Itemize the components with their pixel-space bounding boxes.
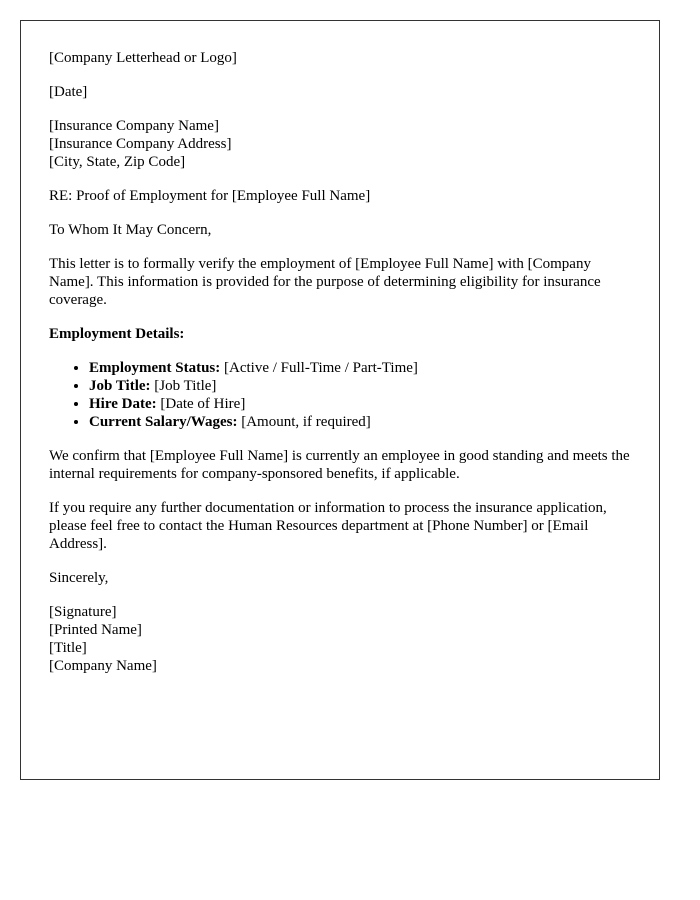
detail-label: Current Salary/Wages: — [89, 414, 238, 430]
detail-value: [Active / Full-Time / Part-Time] — [220, 360, 418, 376]
signature-block — [49, 603, 631, 675]
signature-line: [Signature] — [49, 604, 117, 620]
detail-value: [Job Title] — [150, 378, 217, 394]
salutation: To Whom It May Concern, — [49, 222, 212, 238]
detail-hire-date — [89, 395, 631, 413]
intro-paragraph: This letter is to formally verify the employment of [Employee Full Name] with [Company Name]. This information is provided for the purpose of determining eligibility for insurance coverage. — [49, 256, 601, 308]
detail-current-salary — [89, 413, 631, 431]
contact-paragraph: If you require any further documentation or information to process the insurance application, please feel free to contact the Human Resources department at [Phone Number] or [Email Address]. — [49, 500, 607, 552]
details-heading: Employment Details: — [49, 326, 185, 342]
detail-label: Employment Status: — [89, 360, 221, 376]
detail-job-title — [89, 377, 631, 395]
recipient-address-line: [Insurance Company Address] — [49, 136, 232, 152]
detail-value: [Date of Hire] — [156, 396, 246, 412]
recipient-address — [49, 117, 631, 171]
detail-label: Hire Date: — [89, 396, 157, 412]
signer-title: [Title] — [49, 640, 87, 656]
details-list — [49, 359, 631, 431]
recipient-name: [Insurance Company Name] — [49, 118, 219, 134]
detail-employment-status — [89, 359, 631, 377]
closing: Sincerely, — [49, 570, 109, 586]
letter-date: [Date] — [49, 84, 88, 100]
printed-name: [Printed Name] — [49, 622, 142, 638]
detail-label: Job Title: — [89, 378, 151, 394]
signer-company: [Company Name] — [49, 658, 157, 674]
confirm-paragraph: We confirm that [Employee Full Name] is currently an employee in good standing and meets the internal requirements for company-sponsored benefits, if applicable. — [49, 448, 630, 482]
subject-line: RE: Proof of Employment for [Employee Full Name] — [49, 188, 371, 204]
recipient-city: [City, State, Zip Code] — [49, 154, 186, 170]
letter-page — [20, 20, 660, 780]
letterhead: [Company Letterhead or Logo] — [49, 50, 237, 66]
detail-value: [Amount, if required] — [237, 414, 371, 430]
